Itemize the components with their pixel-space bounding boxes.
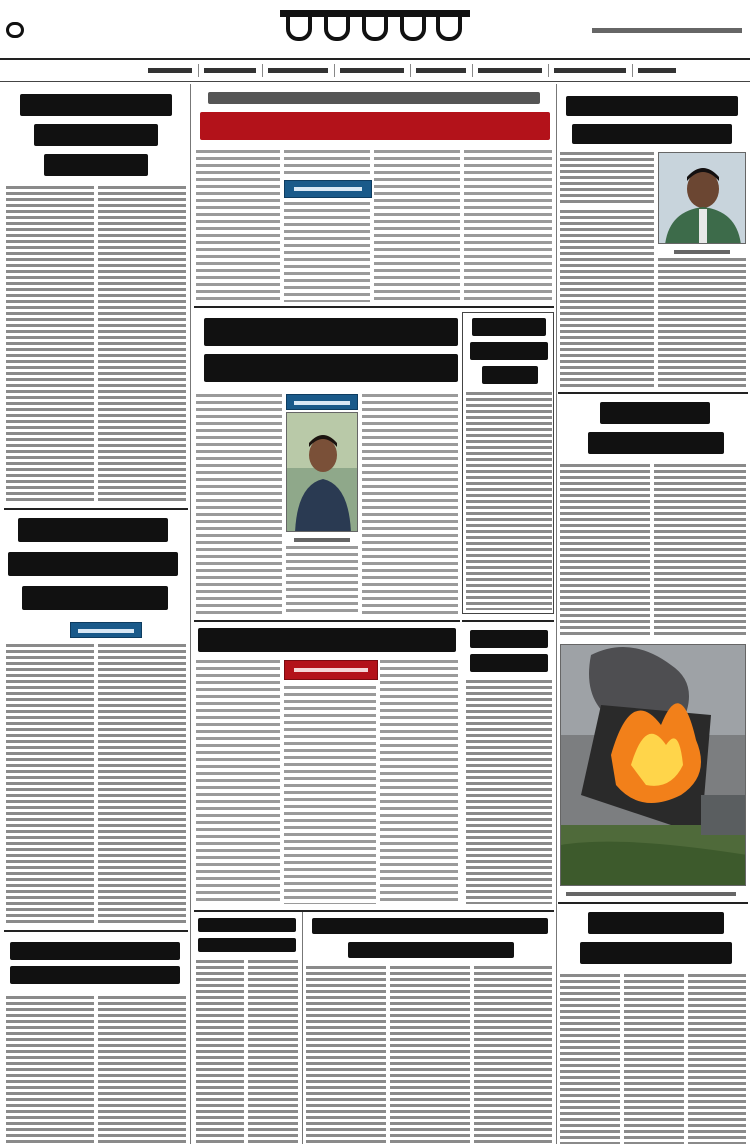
headline xyxy=(198,918,296,932)
headline xyxy=(572,124,732,144)
location-tag xyxy=(284,660,378,680)
article-body xyxy=(466,680,552,904)
article-body xyxy=(380,660,458,904)
article-body xyxy=(560,210,654,388)
article-body xyxy=(6,996,94,1144)
headline xyxy=(200,112,550,140)
headline xyxy=(18,518,168,542)
kicker xyxy=(208,92,540,104)
nav-item xyxy=(204,68,256,73)
newspaper-title-logo xyxy=(280,4,470,48)
article-body xyxy=(98,186,186,504)
article-body xyxy=(284,150,370,176)
nav-item xyxy=(148,68,192,73)
article-body xyxy=(6,186,94,504)
headline xyxy=(588,432,724,454)
headline xyxy=(34,124,158,146)
nav-item xyxy=(268,68,328,73)
article-body xyxy=(98,996,186,1144)
headline xyxy=(204,318,458,346)
photo-portrait-icon xyxy=(287,413,358,532)
title-glyph-icon xyxy=(324,17,350,41)
headline xyxy=(566,96,738,116)
nav-item xyxy=(554,68,626,73)
photo-fire-icon xyxy=(561,645,746,886)
article-body xyxy=(658,258,746,388)
article-body xyxy=(374,150,460,302)
article-body xyxy=(196,960,244,1144)
headline xyxy=(198,938,296,952)
article-body xyxy=(196,660,280,904)
headline xyxy=(312,918,548,934)
headline xyxy=(588,912,724,934)
article-body xyxy=(560,464,650,638)
headline xyxy=(22,586,168,610)
nav-item xyxy=(416,68,466,73)
headline xyxy=(8,552,178,576)
headline xyxy=(482,366,538,384)
article-body xyxy=(362,394,458,616)
location-tag xyxy=(286,394,358,410)
headline xyxy=(204,354,458,382)
headline xyxy=(470,342,548,360)
article-body xyxy=(284,202,370,302)
article-body xyxy=(196,150,280,302)
news-photo-young-man xyxy=(286,412,358,532)
nav-item xyxy=(478,68,542,73)
headline xyxy=(10,942,180,960)
article-body xyxy=(306,966,386,1144)
article-body xyxy=(688,974,746,1144)
article-body xyxy=(248,960,298,1144)
title-glyph-icon xyxy=(400,17,426,41)
title-glyph-icon xyxy=(286,17,312,41)
location-tag xyxy=(284,180,372,198)
article-body xyxy=(466,392,552,610)
article-body xyxy=(560,974,620,1144)
headline xyxy=(348,942,514,958)
article-body xyxy=(474,966,552,1144)
article-body xyxy=(6,644,94,926)
article-body xyxy=(98,644,186,926)
headline xyxy=(470,630,548,648)
article-body xyxy=(286,546,358,616)
page-number xyxy=(6,22,24,38)
photo-caption xyxy=(294,538,350,542)
article-body xyxy=(624,974,684,1144)
article-body xyxy=(560,152,654,206)
photo-caption xyxy=(674,250,730,254)
news-photo-man-portrait xyxy=(658,152,746,244)
district-nav-strip xyxy=(0,60,750,82)
headline xyxy=(470,654,548,672)
article-body xyxy=(654,464,746,638)
masthead xyxy=(0,0,750,60)
location-tag xyxy=(70,622,142,638)
dateline xyxy=(592,28,742,33)
news-photo-container-fire xyxy=(560,644,746,886)
article-body xyxy=(464,150,552,302)
photo-caption xyxy=(566,892,736,896)
article-body xyxy=(390,966,470,1144)
nav-item xyxy=(638,68,676,73)
headline xyxy=(198,628,456,652)
headline xyxy=(472,318,546,336)
headline xyxy=(580,942,732,964)
headline xyxy=(10,966,180,984)
headline xyxy=(44,154,148,176)
photo-portrait-icon xyxy=(659,153,746,244)
headline xyxy=(600,402,710,424)
headline xyxy=(20,94,172,116)
title-glyph-icon xyxy=(436,17,462,41)
article-body xyxy=(284,686,376,904)
article-body xyxy=(196,394,282,616)
nav-item xyxy=(340,68,404,73)
title-glyph-icon xyxy=(362,17,388,41)
